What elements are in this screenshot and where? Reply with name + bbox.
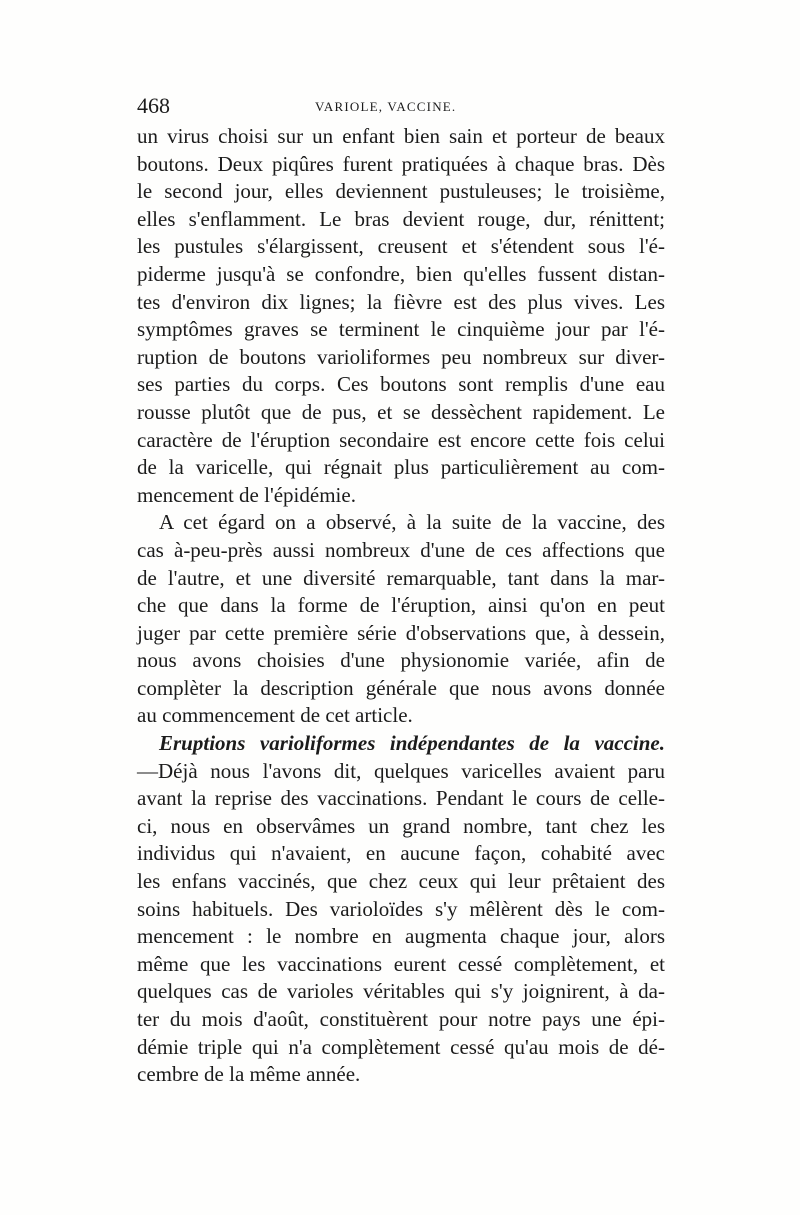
body-text xyxy=(137,123,665,1089)
text-line: rousse plutôt que de pus, et se dessèchent rapidement. Le xyxy=(137,399,665,424)
text-line: mencement : le nombre en augmenta chaque jour, alors xyxy=(137,924,665,949)
text-line: même que les vaccinations eurent cessé complètement, et xyxy=(137,951,665,976)
text-line: de la varicelle, qui régnait plus particulièrement au com- xyxy=(137,455,665,480)
running-title: VARIOLE, VACCINE. xyxy=(315,99,457,114)
page-number: 468 xyxy=(137,93,170,118)
section-heading: Eruptions varioliformes indépendantes de la vaccine. xyxy=(159,731,665,756)
text-line: au commencement de cet article. xyxy=(137,703,413,728)
text-line: les pustules s'élargissent, creusent et s'étendent sous l'é- xyxy=(137,234,665,259)
text-line: tes d'environ dix lignes; la fièvre est des plus vives. Les xyxy=(137,289,665,314)
text-line: les enfans vaccinés, que chez ceux qui leur prêtaient des xyxy=(137,869,665,894)
text-line: cas à-peu-près aussi nombreux d'une de ces affections que xyxy=(137,537,665,562)
text-line: complèter la description générale que nous avons donnée xyxy=(137,675,665,700)
text-line: quelques cas de varioles véritables qui s'y joignirent, à da- xyxy=(137,979,665,1004)
text-line: démie triple qui n'a complètement cessé qu'au mois de dé- xyxy=(137,1034,665,1059)
text-line: soins habituels. Des varioloïdes s'y mêlèrent dès le com- xyxy=(137,896,665,921)
text-line: A cet égard on a observé, à la suite de la vaccine, des xyxy=(159,510,665,535)
text-line: juger par cette première série d'observations que, à dessein, xyxy=(137,620,665,645)
text-line: le second jour, elles deviennent pustuleuses; le troisième, xyxy=(137,179,665,204)
text-line: piderme jusqu'à se confondre, bien qu'elles fussent distan- xyxy=(137,261,665,286)
text-line: individus qui n'avaient, en aucune façon, cohabité avec xyxy=(137,841,665,866)
text-line: de l'autre, et une diversité remarquable, tant dans la mar- xyxy=(137,565,665,590)
text-line: mencement de l'épidémie. xyxy=(137,482,356,507)
text-line: boutons. Deux piqûres furent pratiquées à chaque bras. Dès xyxy=(137,151,665,176)
text-line: che que dans la forme de l'éruption, ainsi qu'on en peut xyxy=(137,593,665,618)
text-line: caractère de l'éruption secondaire est encore cette fois celui xyxy=(137,427,665,452)
text-line: cembre de la même année. xyxy=(137,1062,361,1087)
text-line: ter du mois d'août, constituèrent pour notre pays une épi- xyxy=(137,1007,665,1031)
text-line: un virus choisi sur un enfant bien sain et porteur de beaux xyxy=(137,124,665,148)
text-line: avant la reprise des vaccinations. Pendant le cours de celle- xyxy=(137,786,665,811)
text-line: elles s'enflamment. Le bras devient rouge, dur, rénittent; xyxy=(137,206,665,231)
text-line: symptômes graves se terminent le cinquième jour par l'é- xyxy=(137,317,665,342)
text-line: ses parties du corps. Ces boutons sont remplis d'une eau xyxy=(137,372,665,397)
text-line: —Déjà nous l'avons dit, quelques varicelles avaient paru xyxy=(137,758,665,783)
text-line: ruption de boutons varioliformes peu nombreux sur diver- xyxy=(137,344,665,369)
running-head xyxy=(137,93,665,123)
text-line: nous avons choisies d'une physionomie variée, afin de xyxy=(137,648,665,673)
text-line: ci, nous en observâmes un grand nombre, tant chez les xyxy=(137,813,665,838)
